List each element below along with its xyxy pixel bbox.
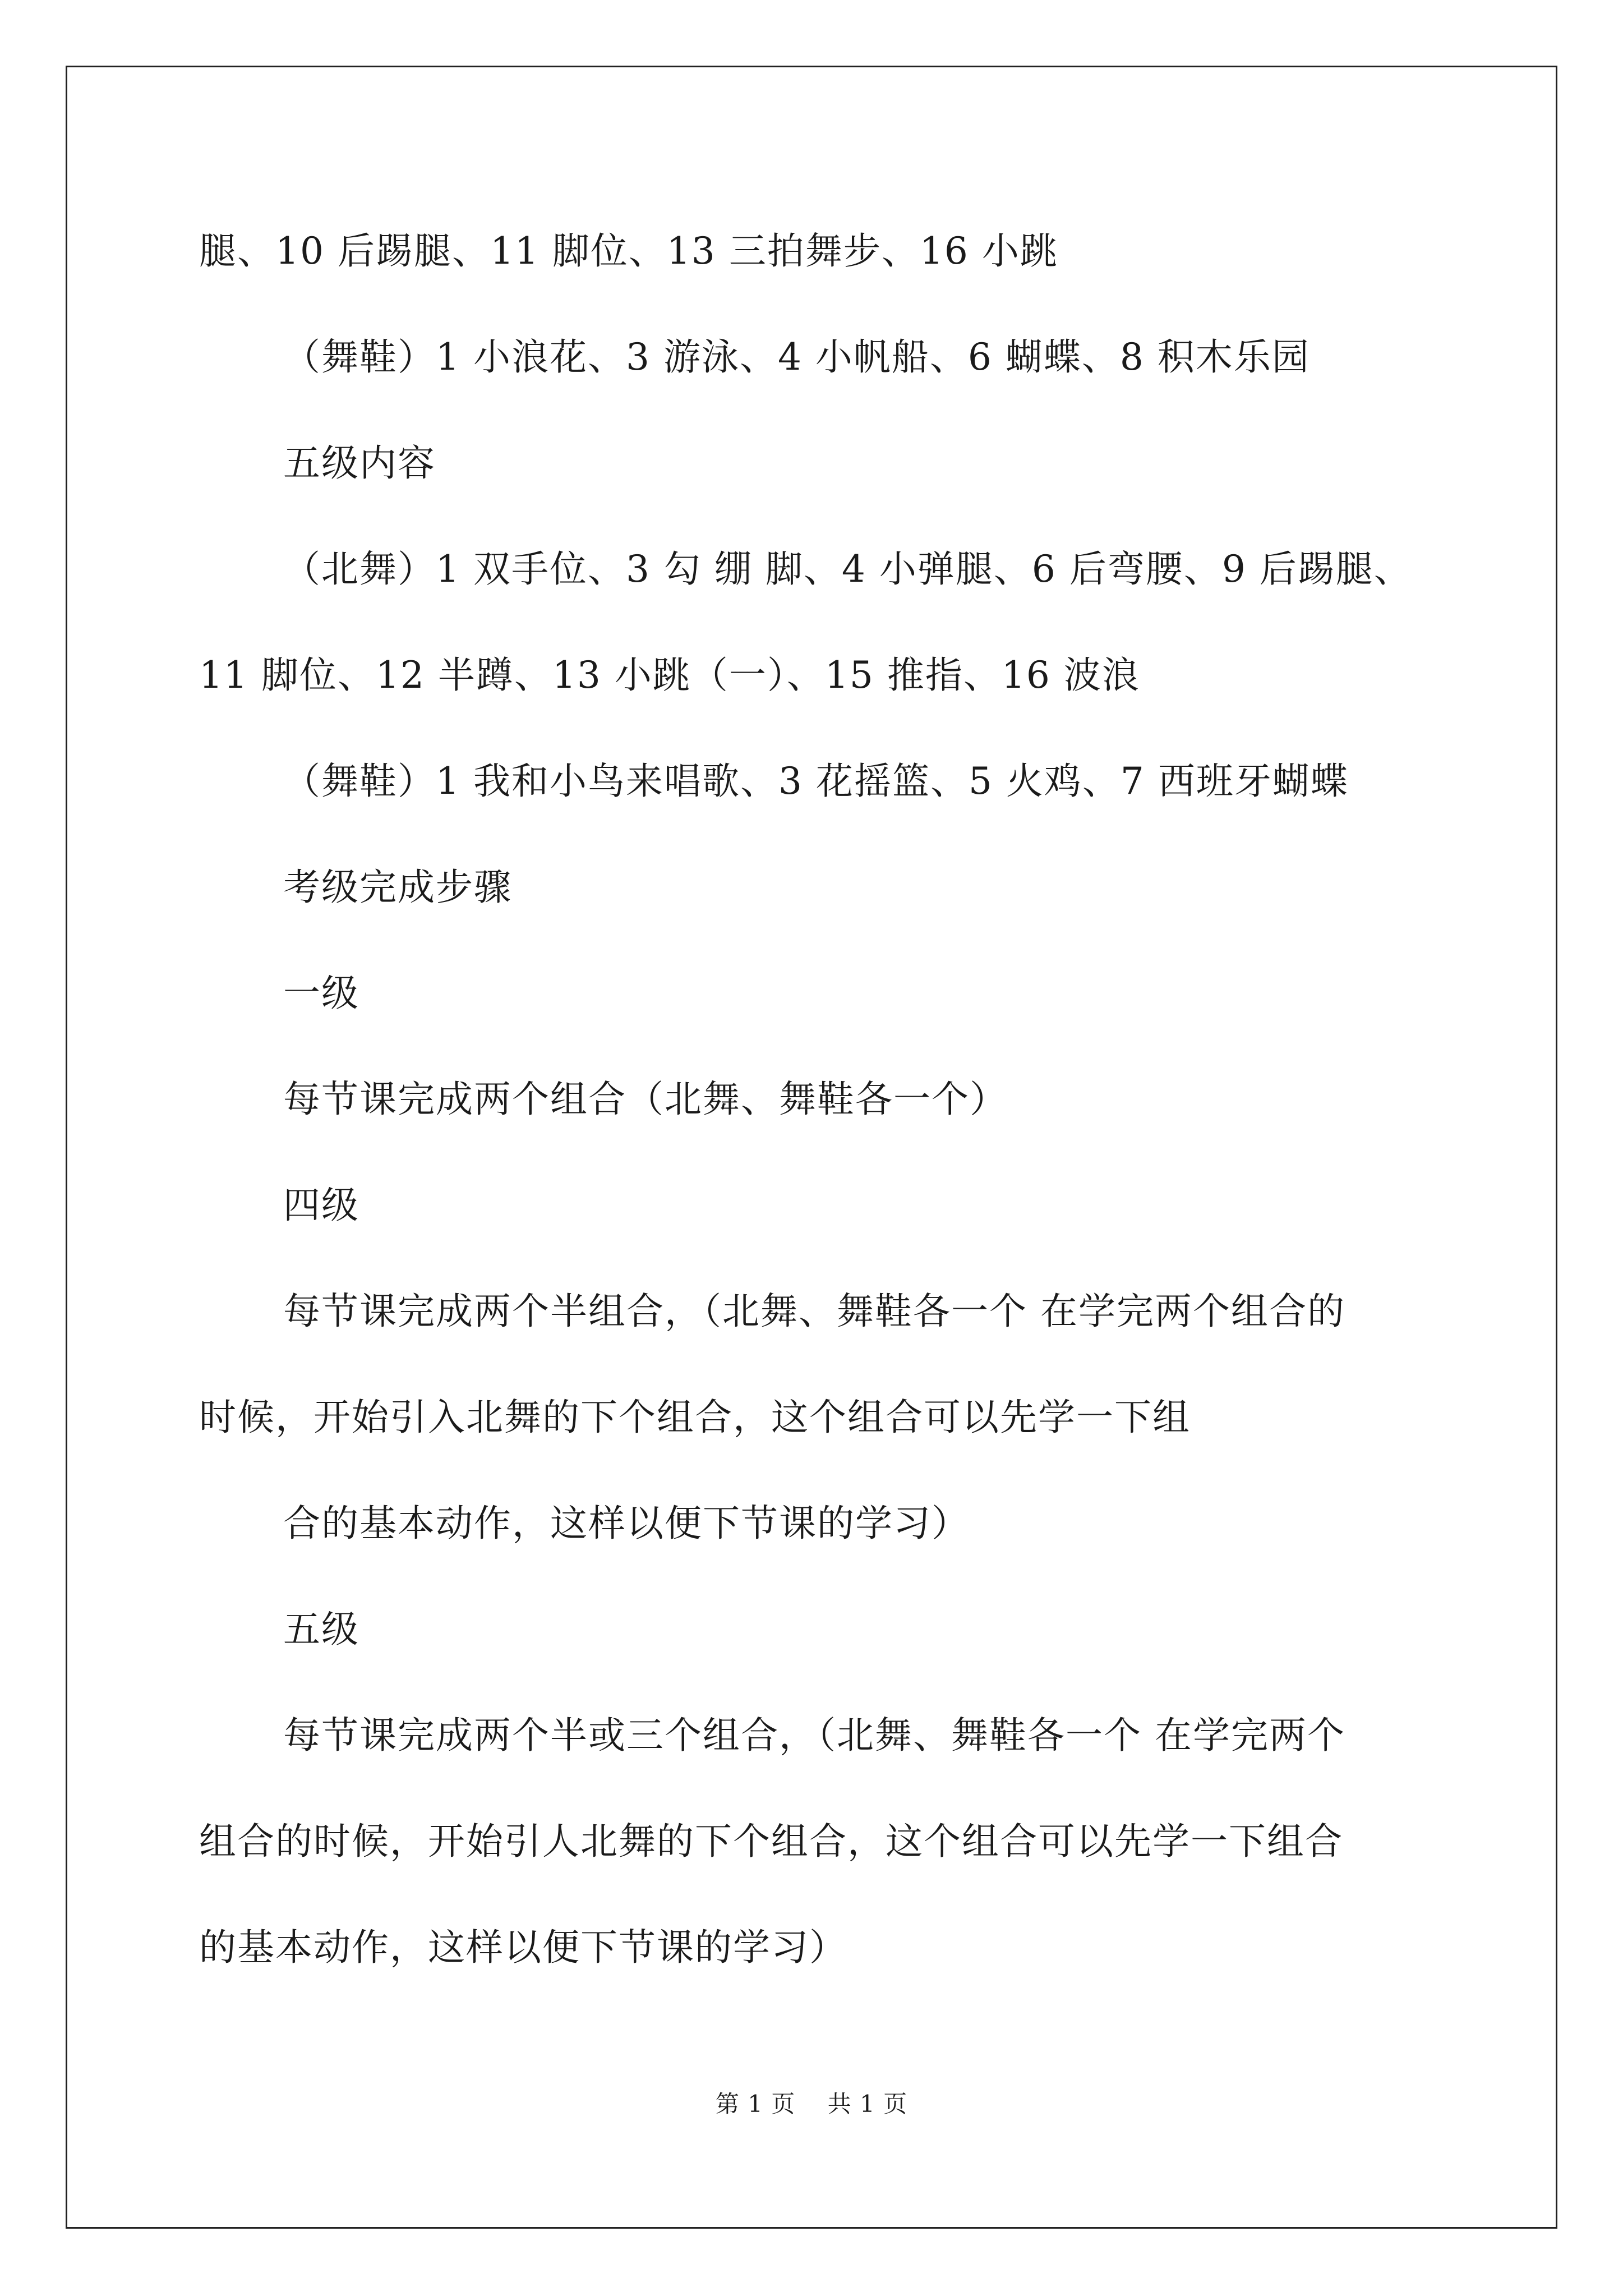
body-text-line: 的基本动作，这样以便下节课的学习）: [199, 1926, 847, 1969]
body-text-line: 每节课完成两个半组合，（北舞、舞鞋各一个 在学完两个组合的: [283, 1290, 1345, 1333]
body-text-line: 每节课完成两个组合（北舞、舞鞋各一个）: [283, 1078, 1008, 1121]
section-heading: 五级内容: [283, 441, 436, 485]
body-text-line: 合的基本动作，这样以便下节课的学习）: [283, 1502, 970, 1545]
body-text-line: （北舞）1 双手位、3 勾 绷 脚、4 小弹腿、6 后弯腰、9 后踢腿、: [283, 547, 1412, 591]
body-text-line: 11 脚位、12 半蹲、13 小跳（一）、15 推指、16 波浪: [199, 654, 1140, 697]
section-heading: 考级完成步骤: [283, 866, 512, 909]
body-text-line: 每节课完成两个半或三个组合，（北舞、舞鞋各一个 在学完两个: [283, 1714, 1345, 1757]
body-text-line: （舞鞋）1 小浪花、3 游泳、4 小帆船、6 蝴蝶、8 积木乐园: [283, 335, 1310, 379]
page-border: [66, 66, 1557, 2229]
level-heading: 五级: [283, 1608, 359, 1651]
level-heading: 四级: [283, 1184, 359, 1227]
body-text-line: 时候，开始引入北舞的下个组合，这个组合可以先学一下组: [199, 1396, 1191, 1439]
level-heading: 一级: [283, 972, 359, 1015]
page-number-footer: 第 1 页 共 1 页: [715, 2090, 908, 2118]
body-text-line: 组合的时候，开始引人北舞的下个组合，这个组合可以先学一下组合: [199, 1820, 1343, 1863]
body-text-line: 腿、10 后踢腿、11 脚位、13 三拍舞步、16 小跳: [199, 229, 1058, 273]
body-text-line: （舞鞋）1 我和小鸟来唱歌、3 花摇篮、5 火鸡、7 西班牙蝴蝶: [283, 760, 1349, 803]
